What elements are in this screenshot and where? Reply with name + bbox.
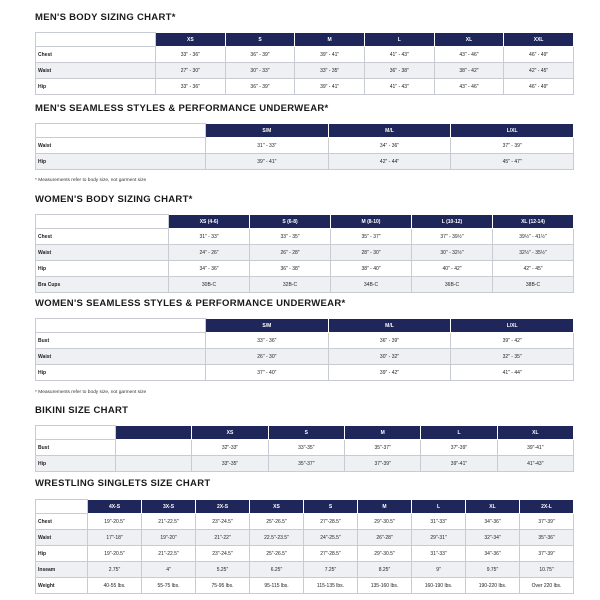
- row-label: Bust: [36, 333, 206, 349]
- measurement-cell: 39" - 42": [451, 333, 574, 349]
- row-label: Chest: [36, 229, 169, 245]
- measurement-cell: 2.75": [88, 562, 142, 578]
- size-header: S/M: [206, 124, 329, 138]
- measurement-cell: 5.25": [196, 562, 250, 578]
- table-row: [36, 245, 574, 261]
- measurement-cell: 33" - 35": [295, 63, 365, 79]
- measurement-note: * Measurements refer to body size, not garment size: [35, 390, 147, 395]
- measurement-cell: 26" - 28": [250, 245, 331, 261]
- measurement-cell: 34" - 36": [328, 138, 451, 154]
- measurement-cell: 23"-24.5": [196, 514, 250, 530]
- measurement-cell: 41" - 43": [364, 47, 434, 63]
- measurement-cell: 42" - 45": [504, 63, 574, 79]
- measurement-cell: 33"-35": [192, 456, 268, 472]
- measurement-cell: 9.75": [466, 562, 520, 578]
- size-header: XS: [156, 33, 226, 47]
- size-header: [116, 426, 192, 440]
- bikini-size-table: [35, 425, 574, 472]
- size-header: S: [304, 500, 358, 514]
- size-header: L/XL: [451, 124, 574, 138]
- row-label: Waist: [36, 530, 88, 546]
- size-header: 2X-S: [196, 500, 250, 514]
- row-label: Waist: [36, 138, 206, 154]
- measurement-cell: 30" - 32": [328, 349, 451, 365]
- measurement-cell: 24" - 26": [169, 245, 250, 261]
- measurement-cell: 38" - 40": [331, 261, 412, 277]
- header-row: [36, 319, 574, 333]
- measurement-cell: 33"-35": [268, 440, 344, 456]
- wrestling-size-table: [35, 499, 574, 594]
- row-label: Waist: [36, 349, 206, 365]
- size-header: S: [268, 426, 344, 440]
- measurement-cell: 37"-39": [344, 456, 420, 472]
- mens-size-table: [35, 32, 574, 95]
- measurement-cell: 35" - 37": [331, 229, 412, 245]
- measurement-cell: 39" - 41": [206, 154, 329, 170]
- header-row: [36, 500, 574, 514]
- measurement-cell: 32" - 35": [451, 349, 574, 365]
- row-label: Waist: [36, 63, 156, 79]
- measurement-cell: 34"-36": [466, 546, 520, 562]
- measurement-cell: 7.25": [304, 562, 358, 578]
- measurement-note: * Measurements refer to body size, not garment size: [35, 178, 147, 183]
- measurement-cell: 39"-41": [497, 440, 573, 456]
- measurement-cell: 19"-20": [142, 530, 196, 546]
- measurement-cell: 42" - 45": [493, 261, 574, 277]
- table-row: [36, 514, 574, 530]
- measurement-cell: 75-95 lbs.: [196, 578, 250, 594]
- measurement-cell: 31"-33": [412, 546, 466, 562]
- measurement-cell: 40-55 lbs.: [88, 578, 142, 594]
- row-label: Hip: [36, 154, 206, 170]
- size-header: M/L: [328, 319, 451, 333]
- measurement-cell: 19"-20.5": [88, 546, 142, 562]
- measurement-cell: 27" - 30": [156, 63, 226, 79]
- size-header: L (10-12): [412, 215, 493, 229]
- size-header: XXL: [504, 33, 574, 47]
- table-row: [36, 277, 574, 293]
- measurement-cell: 25"-26.5": [250, 546, 304, 562]
- size-header: M: [295, 33, 365, 47]
- measurement-cell: 32"-33": [192, 440, 268, 456]
- size-header: M: [358, 500, 412, 514]
- section-title: MEN'S BODY SIZING CHART*: [35, 12, 176, 23]
- measurement-cell: 37" - 39": [451, 138, 574, 154]
- measurement-cell: 39" - 41": [295, 79, 365, 95]
- size-header: L: [364, 33, 434, 47]
- measurement-cell: 27"-28.5": [304, 546, 358, 562]
- mens-seamless-table: [35, 123, 574, 170]
- measurement-cell: 19"-20.5": [88, 514, 142, 530]
- measurement-cell: 37" - 39½": [412, 229, 493, 245]
- measurement-cell: 40" - 42": [412, 261, 493, 277]
- table-row: [36, 261, 574, 277]
- measurement-cell: 46" - 49": [504, 79, 574, 95]
- measurement-cell: 33" - 35": [250, 229, 331, 245]
- measurement-cell: 34"-36": [466, 514, 520, 530]
- measurement-cell: 31" - 33": [206, 138, 329, 154]
- measurement-cell: 35"-37": [344, 440, 420, 456]
- measurement-cell: 27"-28.5": [304, 514, 358, 530]
- size-header: S/M: [206, 319, 329, 333]
- womens-size-table: [35, 214, 574, 293]
- measurement-cell: 36" - 38": [250, 261, 331, 277]
- measurement-cell: [116, 440, 192, 456]
- measurement-cell: 35"-37": [268, 456, 344, 472]
- measurement-cell: 39½" - 41½": [493, 229, 574, 245]
- table-row: [36, 530, 574, 546]
- womens-seamless-table: [35, 318, 574, 381]
- measurement-cell: 33" - 36": [156, 47, 226, 63]
- section-title: WOMEN'S SEAMLESS STYLES & PERFORMANCE UNDERWEAR*: [35, 298, 346, 309]
- measurement-cell: 25"-26.5": [250, 514, 304, 530]
- measurement-cell: 43" - 46": [434, 47, 504, 63]
- measurement-cell: 4": [142, 562, 196, 578]
- measurement-cell: 43" - 46": [434, 79, 504, 95]
- measurement-cell: 32½" - 35½": [493, 245, 574, 261]
- measurement-cell: 37"-39": [421, 440, 497, 456]
- measurement-cell: 42" - 44": [328, 154, 451, 170]
- measurement-cell: 38" - 42": [434, 63, 504, 79]
- measurement-cell: 17"-18": [88, 530, 142, 546]
- table-row: [36, 63, 574, 79]
- measurement-cell: 31" - 33": [169, 229, 250, 245]
- section-title: WOMEN'S BODY SIZING CHART*: [35, 194, 193, 205]
- measurement-cell: 36" - 39": [225, 47, 295, 63]
- row-label: Chest: [36, 514, 88, 530]
- measurement-cell: 36" - 39": [328, 333, 451, 349]
- measurement-cell: 37"-39": [520, 514, 574, 530]
- measurement-cell: 21"-22": [196, 530, 250, 546]
- measurement-cell: 36B-C: [412, 277, 493, 293]
- size-header: XS (4-6): [169, 215, 250, 229]
- measurement-cell: 45" - 47": [451, 154, 574, 170]
- measurement-cell: 95-115 lbs.: [250, 578, 304, 594]
- table-row: [36, 79, 574, 95]
- measurement-cell: 39" - 42": [328, 365, 451, 381]
- section-title: MEN'S SEAMLESS STYLES & PERFORMANCE UNDERWEAR*: [35, 103, 329, 114]
- table-row: [36, 333, 574, 349]
- size-header: M: [344, 426, 420, 440]
- measurement-cell: 28" - 30": [331, 245, 412, 261]
- measurement-cell: Over 220 lbs.: [520, 578, 574, 594]
- size-header: L: [412, 500, 466, 514]
- measurement-cell: 36" - 39": [225, 79, 295, 95]
- row-label: Bust: [36, 440, 116, 456]
- row-label: Hip: [36, 365, 206, 381]
- header-row: [36, 426, 574, 440]
- size-header: L: [421, 426, 497, 440]
- measurement-cell: 41" - 44": [451, 365, 574, 381]
- measurement-cell: 21"-22.5": [142, 546, 196, 562]
- measurement-cell: 30" - 32½": [412, 245, 493, 261]
- row-label: Bra Cups: [36, 277, 169, 293]
- measurement-cell: 32B-C: [250, 277, 331, 293]
- table-row: [36, 138, 574, 154]
- size-header: M (8-10): [331, 215, 412, 229]
- size-header: XL (12-14): [493, 215, 574, 229]
- row-label: Hip: [36, 456, 116, 472]
- measurement-cell: 9": [412, 562, 466, 578]
- measurement-cell: 6.25": [250, 562, 304, 578]
- measurement-cell: 34" - 36": [169, 261, 250, 277]
- measurement-cell: 26"-28": [358, 530, 412, 546]
- corner-cell: [36, 319, 206, 333]
- size-header: XL: [466, 500, 520, 514]
- measurement-cell: 41"-43": [497, 456, 573, 472]
- table-row: [36, 562, 574, 578]
- corner-cell: [36, 215, 169, 229]
- measurement-cell: 32"-34": [466, 530, 520, 546]
- table-row: [36, 229, 574, 245]
- section-title: BIKINI SIZE CHART: [35, 405, 129, 416]
- measurement-cell: 135-160 lbs.: [358, 578, 412, 594]
- measurement-cell: 39" - 41": [295, 47, 365, 63]
- measurement-cell: 41" - 43": [364, 79, 434, 95]
- measurement-cell: 30" - 33": [225, 63, 295, 79]
- measurement-cell: 33" - 36": [156, 79, 226, 95]
- corner-cell: [36, 500, 88, 514]
- table-row: [36, 154, 574, 170]
- size-header: XS: [192, 426, 268, 440]
- measurement-cell: 10.75": [520, 562, 574, 578]
- measurement-cell: 21"-22.5": [142, 514, 196, 530]
- size-header: S (6-8): [250, 215, 331, 229]
- table-row: [36, 456, 574, 472]
- size-header: L/XL: [451, 319, 574, 333]
- measurement-cell: 33" - 36": [206, 333, 329, 349]
- measurement-cell: 115-135 lbs.: [304, 578, 358, 594]
- size-header: S: [225, 33, 295, 47]
- measurement-cell: 29"-30.5": [358, 546, 412, 562]
- table-row: [36, 47, 574, 63]
- measurement-cell: 37"-39": [520, 546, 574, 562]
- size-header: M/L: [328, 124, 451, 138]
- table-row: [36, 546, 574, 562]
- corner-cell: [36, 124, 206, 138]
- measurement-cell: 23"-24.5": [196, 546, 250, 562]
- measurement-cell: 38B-C: [493, 277, 574, 293]
- measurement-cell: 29"-30.5": [358, 514, 412, 530]
- section-title: WRESTLING SINGLETS SIZE CHART: [35, 478, 211, 489]
- measurement-cell: 160-190 lbs.: [412, 578, 466, 594]
- header-row: [36, 215, 574, 229]
- row-label: Hip: [36, 261, 169, 277]
- size-header: 3X-S: [142, 500, 196, 514]
- measurement-cell: 35"-36": [520, 530, 574, 546]
- table-row: [36, 349, 574, 365]
- measurement-cell: 37" - 40": [206, 365, 329, 381]
- row-label: Weight: [36, 578, 88, 594]
- measurement-cell: 55-75 lbs.: [142, 578, 196, 594]
- measurement-cell: 34B-C: [331, 277, 412, 293]
- size-header: XS: [250, 500, 304, 514]
- measurement-cell: 30B-C: [169, 277, 250, 293]
- measurement-cell: 190-220 lbs.: [466, 578, 520, 594]
- measurement-cell: 29"-31": [412, 530, 466, 546]
- size-header: 4X-S: [88, 500, 142, 514]
- measurement-cell: 8.25": [358, 562, 412, 578]
- size-header: XL: [497, 426, 573, 440]
- measurement-cell: 22.5"-23.5": [250, 530, 304, 546]
- corner-cell: [36, 33, 156, 47]
- measurement-cell: 39"-41": [421, 456, 497, 472]
- size-header: 2X-L: [520, 500, 574, 514]
- row-label: Hip: [36, 79, 156, 95]
- header-row: [36, 33, 574, 47]
- table-row: [36, 365, 574, 381]
- measurement-cell: 24"-25.5": [304, 530, 358, 546]
- measurement-cell: [116, 456, 192, 472]
- row-label: Inseam: [36, 562, 88, 578]
- measurement-cell: 31"-33": [412, 514, 466, 530]
- measurement-cell: 26" - 30": [206, 349, 329, 365]
- measurement-cell: 46" - 49": [504, 47, 574, 63]
- measurement-cell: 36" - 38": [364, 63, 434, 79]
- table-row: [36, 578, 574, 594]
- corner-cell: [36, 426, 116, 440]
- header-row: [36, 124, 574, 138]
- row-label: Hip: [36, 546, 88, 562]
- row-label: Chest: [36, 47, 156, 63]
- table-row: [36, 440, 574, 456]
- row-label: Waist: [36, 245, 169, 261]
- size-header: XL: [434, 33, 504, 47]
